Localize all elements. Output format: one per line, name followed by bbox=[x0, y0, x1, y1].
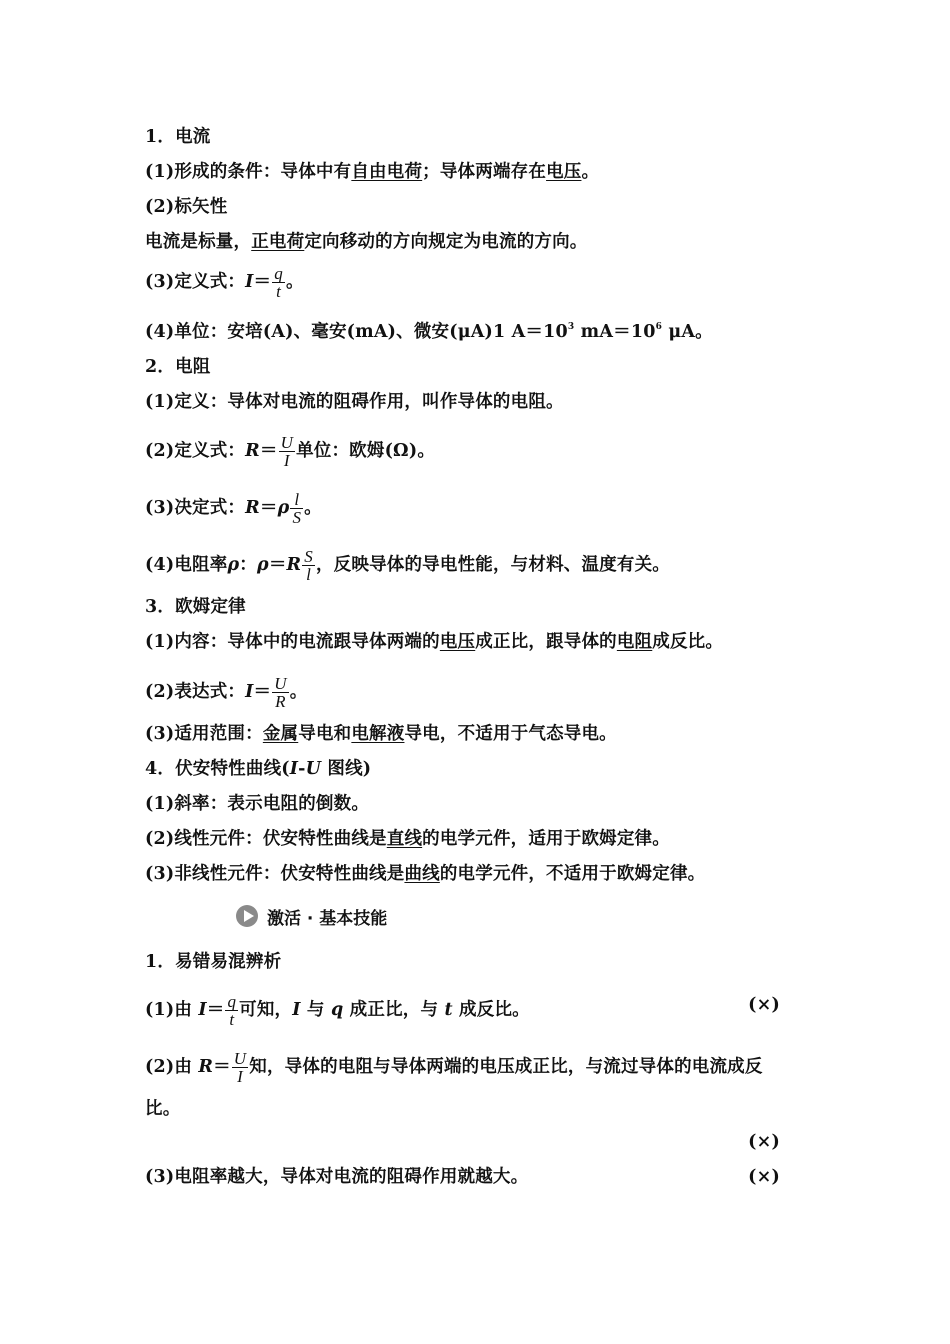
text: (1)由 bbox=[145, 1000, 199, 1020]
heading-text: 2．电阻 bbox=[145, 357, 211, 377]
denominator: t bbox=[229, 1010, 235, 1029]
heading-text: 4．伏安特性曲线( bbox=[145, 759, 290, 779]
equals: ＝ bbox=[253, 682, 272, 702]
text: (4)电阻率 bbox=[145, 555, 228, 575]
text: 单位：欧姆(Ω)。 bbox=[296, 441, 436, 461]
banner-title: 激活 · 基本技能 bbox=[267, 908, 388, 929]
denominator: S bbox=[292, 508, 302, 527]
section-3-heading bbox=[145, 595, 246, 619]
text: (2)由 bbox=[145, 1057, 199, 1077]
exponent: 6 bbox=[655, 322, 663, 332]
text: (1)内容：导体中的电流跟导体两端的 bbox=[145, 632, 440, 652]
equals: ＝ bbox=[259, 441, 278, 461]
ohm-law-scope-line bbox=[145, 722, 617, 746]
text: ： bbox=[239, 555, 257, 575]
answer-mark: (×) bbox=[748, 1167, 780, 1187]
blank-answer: 直线 bbox=[386, 829, 423, 849]
linear-element-line bbox=[145, 827, 670, 851]
symbol: ρ bbox=[227, 555, 240, 575]
section-1-heading bbox=[145, 125, 210, 149]
blank-answer: 曲线 bbox=[404, 864, 440, 884]
denominator: I bbox=[237, 1067, 243, 1086]
symbol: U bbox=[305, 759, 322, 779]
denominator: I bbox=[283, 451, 290, 470]
section-2-heading bbox=[145, 355, 210, 379]
symbol: I bbox=[289, 759, 299, 779]
blank-answer: 自由电荷 bbox=[351, 162, 423, 182]
exponent: 3 bbox=[567, 322, 575, 332]
text: 电流是标量， bbox=[145, 232, 252, 252]
symbol: I bbox=[245, 272, 254, 292]
denominator: l bbox=[306, 565, 312, 584]
play-circle-icon bbox=[236, 905, 258, 927]
fraction bbox=[225, 993, 238, 1028]
numerator: U bbox=[274, 674, 287, 693]
text: (1)定义：导体对电流的阻碍作用，叫作导体的电阻。 bbox=[145, 392, 564, 412]
text: 知，导体的电阻与导体两端的电压成正比，与流过导体的电流成反 bbox=[249, 1057, 763, 1077]
denominator: R bbox=[275, 692, 286, 711]
text: (1)斜率：表示电阻的倒数。 bbox=[145, 794, 370, 814]
symbol: t bbox=[444, 1000, 453, 1020]
resistance-law-line bbox=[145, 491, 322, 526]
text: 。 bbox=[289, 682, 308, 702]
quiz-item-3 bbox=[145, 1165, 780, 1189]
nonlinear-element-line bbox=[145, 862, 705, 886]
skills-banner bbox=[236, 903, 387, 929]
text: (4)单位：安培(A)、毫安(mA)、微安(μA)1 A＝10 bbox=[145, 322, 568, 342]
answer-mark: (×) bbox=[748, 1132, 780, 1152]
equals: ＝ bbox=[206, 1000, 225, 1020]
section-4-heading bbox=[145, 757, 371, 781]
text: mA＝10 bbox=[574, 322, 656, 342]
text: 成反比。 bbox=[652, 632, 724, 652]
equals: ＝ bbox=[213, 1057, 231, 1077]
text: 可知， bbox=[239, 1000, 293, 1020]
heading-text: 1．易错易混辨析 bbox=[145, 952, 282, 972]
current-units-line bbox=[145, 320, 713, 344]
symbol: R bbox=[245, 498, 260, 518]
numerator: l bbox=[290, 491, 303, 509]
text: ；导体两端存在 bbox=[422, 162, 547, 182]
current-condition-line bbox=[145, 160, 599, 184]
numerator: S bbox=[304, 547, 313, 566]
symbol: I bbox=[198, 1000, 207, 1020]
slope-line bbox=[145, 792, 369, 816]
text: 图线) bbox=[321, 759, 372, 779]
text: 定向移动的方向规定为电流的方向。 bbox=[304, 232, 588, 252]
text: 。 bbox=[285, 272, 304, 292]
text: 的电学元件，不适用于欧姆定律。 bbox=[439, 864, 706, 884]
text: (3)适用范围： bbox=[145, 724, 263, 744]
resistivity-line bbox=[145, 548, 670, 583]
symbol: R bbox=[245, 441, 260, 461]
text: 。 bbox=[581, 162, 600, 182]
current-direction-line bbox=[145, 230, 588, 254]
ohm-law-formula-line bbox=[145, 675, 307, 710]
text: (3)定义式： bbox=[145, 272, 246, 292]
symbol: ρ bbox=[277, 498, 290, 518]
blank-answer: 金属 bbox=[262, 724, 299, 744]
fraction bbox=[272, 265, 285, 300]
quiz-item-1 bbox=[145, 993, 780, 1028]
numerator: U bbox=[280, 433, 294, 452]
symbol: R bbox=[198, 1057, 214, 1077]
text: 的电学元件，适用于欧姆定律。 bbox=[422, 829, 670, 849]
symbol: q bbox=[330, 1000, 344, 1020]
fraction bbox=[279, 434, 295, 469]
equals: ＝ bbox=[253, 272, 272, 292]
text: 。 bbox=[304, 498, 322, 518]
text: (3)非线性元件：伏安特性曲线是 bbox=[145, 864, 405, 884]
text: (2)表达式： bbox=[145, 682, 246, 702]
heading-text: 1．电流 bbox=[145, 127, 211, 147]
scalar-vector-line bbox=[145, 195, 227, 219]
text: 成反比。 bbox=[452, 1000, 530, 1020]
fraction bbox=[290, 491, 303, 526]
text: 成正比，与 bbox=[343, 1000, 445, 1020]
text: μA。 bbox=[662, 322, 713, 342]
blank-answer: 正电荷 bbox=[251, 232, 305, 252]
equals: ＝ bbox=[268, 555, 287, 575]
blank-answer: 电压 bbox=[546, 162, 582, 182]
text: 比。 bbox=[145, 1099, 181, 1119]
text: (2)标矢性 bbox=[145, 197, 228, 217]
current-definition-formula bbox=[145, 265, 304, 300]
numerator: q bbox=[274, 264, 283, 283]
text: ，反映导体的导电性能，与材料、温度有关。 bbox=[315, 555, 670, 575]
fraction bbox=[272, 675, 288, 710]
blank-answer: 电压 bbox=[439, 632, 476, 652]
symbol: I bbox=[245, 682, 254, 702]
equals: ＝ bbox=[259, 498, 278, 518]
blank-answer: 电解液 bbox=[351, 724, 405, 744]
symbol: R bbox=[286, 555, 302, 575]
resistance-definition-line bbox=[145, 390, 564, 414]
text: (2)定义式： bbox=[145, 441, 246, 461]
heading-text: 3．欧姆定律 bbox=[145, 597, 246, 617]
symbol: ρ bbox=[256, 555, 269, 575]
text: - bbox=[298, 759, 306, 779]
text: 导电，不适用于气态导电。 bbox=[404, 724, 617, 744]
text: 导电和 bbox=[298, 724, 352, 744]
numerator: q bbox=[227, 992, 237, 1011]
text: 成正比，跟导体的 bbox=[475, 632, 617, 652]
denominator: t bbox=[276, 282, 282, 301]
text: (3)电阻率越大，导体对电流的阻碍作用就越大。 bbox=[145, 1167, 529, 1187]
fraction bbox=[302, 548, 315, 583]
numerator: U bbox=[233, 1049, 247, 1068]
symbol: I bbox=[292, 1000, 301, 1020]
quiz-item-2-continued bbox=[145, 1097, 180, 1121]
quiz-item-2 bbox=[145, 1050, 763, 1085]
text: (3)决定式： bbox=[145, 498, 246, 518]
text: 与 bbox=[300, 1000, 331, 1020]
resistance-formula-line bbox=[145, 434, 435, 469]
fraction bbox=[232, 1050, 248, 1085]
quiz-heading bbox=[145, 950, 281, 974]
text: (1)形成的条件：导体中有 bbox=[145, 162, 352, 182]
blank-answer: 电阻 bbox=[616, 632, 653, 652]
ohm-law-content-line bbox=[145, 630, 723, 654]
answer-mark: (×) bbox=[748, 995, 780, 1015]
text: (2)线性元件：伏安特性曲线是 bbox=[145, 829, 387, 849]
